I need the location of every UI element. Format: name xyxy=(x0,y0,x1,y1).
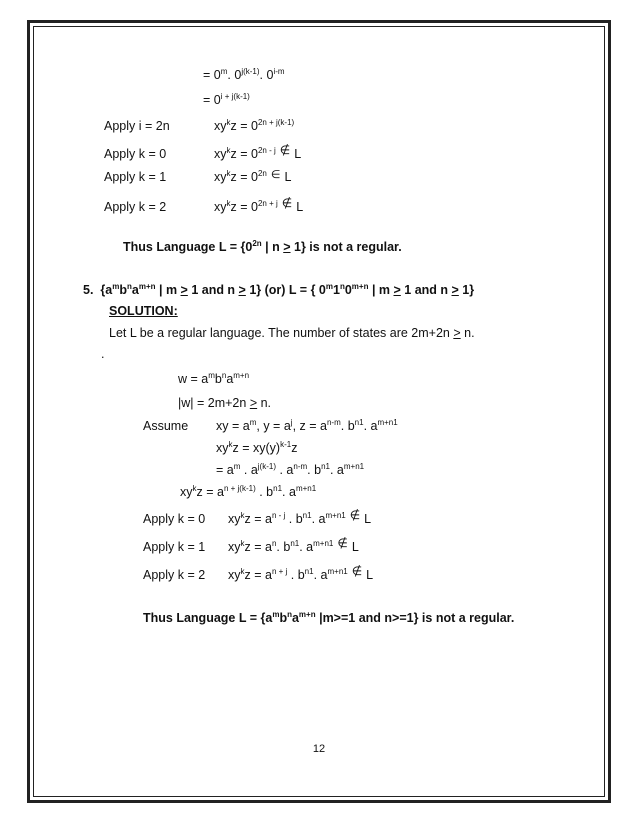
derivation-line-2: = $0^{i + j(k-1)}$ xyxy=(203,92,250,107)
part1-conclusion: Thus Language $L = \{0^{2n}$ | n > 1} is not a regular. xyxy=(123,239,402,254)
not-element-of-icon: ∉ xyxy=(279,143,291,157)
p5-apply-k2-expr: $xy^kz = a^{n + j}$ . $b^{n1}$. $a^{m+n1}$ ∉ L xyxy=(228,564,374,582)
apply-i-expr: $xy^kz = 0^{2n + j(k-1)}$ xyxy=(214,118,295,133)
not-element-of-icon: ∉ xyxy=(337,536,348,550)
not-element-of-icon: ∉ xyxy=(351,564,363,578)
element-of-icon: ∈ xyxy=(270,169,281,181)
p5-apply-k1-expr: $xy^kz = a^n$. $b^{n1}$. $a^{m+n1}$ ∉ L xyxy=(228,536,359,554)
apply-k1-label: Apply k = 1 xyxy=(104,170,167,184)
apply-k2-expr: $xy^kz = 0^{2n + j}$ ∉ L xyxy=(214,196,304,214)
problem-5-conclusion: Thus Language $L = \{a^mb^na^{m+n}$ |m>=1 and n>=1} is not a regular. xyxy=(143,610,515,625)
p5-apply-k0-label: Apply k = 0 xyxy=(143,512,206,526)
p5-apply-k2-label: Apply k = 2 xyxy=(143,568,206,582)
stray-dot: . xyxy=(101,347,105,361)
page-number: 12 xyxy=(312,743,326,755)
apply-i-label: Apply i = 2n xyxy=(104,119,170,133)
pumped-string: $xy^kz = xy(y)^{k-1}z$ xyxy=(216,440,298,455)
solution-intro: Let L be a regular language. The number of states are 2m+2n > n. xyxy=(109,326,475,340)
w-definition: $w = a^mb^na^{m+n}$ xyxy=(178,371,250,386)
assume-label: Assume xyxy=(143,419,189,433)
not-element-of-icon: ∉ xyxy=(281,196,293,210)
p5-apply-k1-label: Apply k = 1 xyxy=(143,540,206,554)
apply-k2-label: Apply k = 2 xyxy=(104,200,167,214)
apply-k0-label: Apply k = 0 xyxy=(104,147,167,161)
w-length: |w| = 2m+2n > n. xyxy=(178,396,272,410)
assume-expr: xy = $a^m$, $y = a^j$, $z = a^{n-m}$. $b^{n1}$. $a^{m+n1}$ xyxy=(216,418,398,433)
page-border-inner xyxy=(33,26,605,797)
simplified-string: $xy^kz = a^{n + j(k-1)}$ . $b^{n1}$. $a^{m+n1}$ xyxy=(180,484,317,499)
problem-5-heading: 5. {$a^mb^na^{m+n}$ | m > 1 and n > 1} (or) L = { $0^m1^n0^{m+n}$ | m > 1 and n > 1} xyxy=(83,282,475,297)
derivation-line-1: = $0^m$. $0^{j(k-1)}$. 0$^{i-m}$ xyxy=(203,67,285,82)
apply-k1-expr: $xy^kz = 0^{2n}$ ∈ L xyxy=(214,169,292,184)
solution-heading: SOLUTION: xyxy=(109,304,178,318)
not-element-of-icon: ∉ xyxy=(349,508,361,522)
p5-apply-k0-expr: $xy^kz = a^{n - j}$ . $b^{n1}$. $a^{m+n1}$ ∉ L xyxy=(228,508,372,526)
apply-k0-expr: $xy^kz = 0^{2n - j}$ ∉ L xyxy=(214,143,302,161)
expanded-string: = $a^m$ . $a^{j(k-1)}$ . $a^{n-m}$. $b^{n1}$. $a^{m+n1}$ xyxy=(216,462,365,477)
